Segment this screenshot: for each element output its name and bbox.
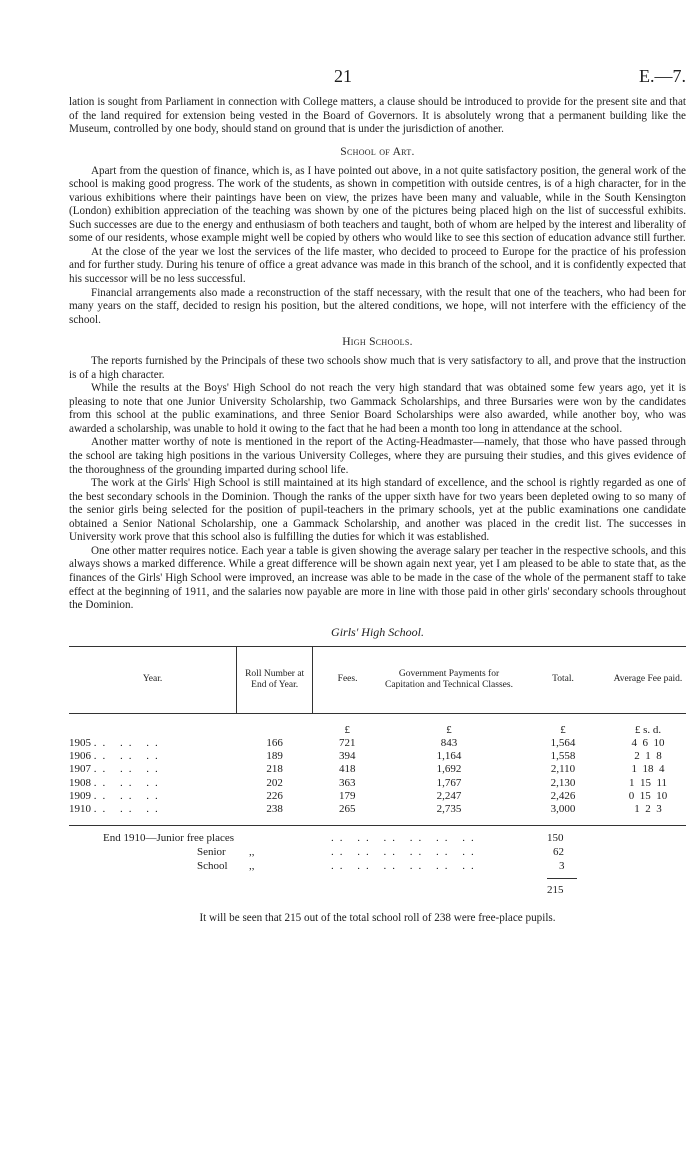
row-fees: 265 [339,803,356,816]
page-header [69,66,686,96]
row-total: 2,110 [550,763,576,776]
row-avg: 2 1 8 [634,750,662,763]
unit-avg [610,713,686,737]
row-total: 2,130 [550,776,576,789]
high-school-paragraph: While the results at the Boys' High School do not reach the very high standard that was obtained some few years ago, yet it is pleasing to note that one Junior University Scholarship, two Gammack Scholarships, and three Bursaries were won by the candidates from this school at the public examinations, and three Senior Board Scholarships were also awarded, while another boy, who was awarded a scholarship, was unable to hold it owing to the fact that he had been a month too long in attendance at the school. [69,382,686,435]
row-total: 1,564 [550,736,576,749]
document-code: E.—7. [639,66,686,86]
header-roll: Roll Number at End of Year. [237,646,313,713]
sum-rule [547,878,577,879]
table-row: 1909 .. .. .. 226 179 2,247 2,426 0 15 10 [69,790,686,803]
row-avg: 1 18 4 [631,763,665,776]
row-total: 2,426 [550,790,576,803]
row-govt: 1,692 [436,763,462,776]
row-avg: 4 6 10 [631,736,665,749]
high-school-paragraph: Another matter worthy of note is mentioned in the report of the Acting-Headmaster—namely, that those who have passed through the school are taking high positions in the various University Colleges, where they are pursuing their studies, and this gives evidence of the thoroughness of the grounding imparted during school life. [69,436,686,476]
section-heading-high-schools: High Schools. [342,336,413,349]
intro-paragraph: lation is sought from Parliament in connection with College matters, a clause should be introduced to provide for the present site and that of the land required for extension being vested in the Board of Governors. It is absolutely wrong that a permanent building like the Museum, controlled by one body, should stand on ground that is under the jurisdiction of another. [69,96,686,136]
table-row: 1910 .. .. .. 238 265 2,735 3,000 1 2 3 [69,803,686,816]
free-places-senior-label: Senior [197,845,226,858]
row-year: 1905 [69,736,91,749]
units-row [69,713,686,737]
row-total: 3,000 [550,803,576,816]
table-row: 1905 .. .. .. 166 721 843 1,564 4 6 10 [69,737,686,750]
row-avg: 0 15 10 [628,790,668,803]
table-caption: Girls' High School. [331,624,424,639]
table-row: 1906 .. .. .. 189 394 1,164 1,558 2 1 8 [69,750,686,763]
leader-dots: .. .. .. .. .. .. [331,845,480,858]
row-year: 1908 [69,776,91,789]
row-roll: 166 [266,736,283,749]
high-school-paragraph: The reports furnished by the Principals of these two schools show much that is very satisfactory to all, and prove that the instruction is of a high character. [69,355,686,381]
art-paragraph: Apart from the question of finance, which is, as I have pointed out above, in a not quite satisfactory position, the general work of the school is making good progress. The work of the students, as shown in competition with outside centres, is of a high character, for in the various exhibitions where their paintings have been on view, the prizes have been many and valuable, while in the South Kensington (London) exhibition appreciation of the teaching was shown by one of the pictures being placed high on the list of successful exhibits. Such successes are due to the energy and enthusiasm of both teachers and taught, both of whom are helped by the interest and liberality of some of our residents, whose example might well be copied by others who would like to see this section of education advance still further. [69,164,686,245]
row-fees: 179 [339,790,356,803]
row-govt: 843 [440,736,458,749]
free-places-school-value: 3 [559,859,565,872]
row-year: 1909 [69,790,91,803]
ditto-mark: ,, [249,845,255,858]
table-header-row [69,646,686,713]
ditto-mark: ,, [249,859,255,872]
free-places-title: End 1910—Junior free places [103,831,235,844]
unit-fees: £ [344,723,351,736]
row-year: 1910 [69,803,91,816]
leader-dots: .. .. .. .. .. .. [331,859,480,872]
row-avg: 1 15 11 [628,776,668,789]
high-school-paragraph: The work at the Girls' High School is still maintained at its high standard of excellence, and the school is rightly regarded as one of the best secondary schools in the Dominion. Though the ranks of the upper sixth have for two years been depleted owing to so many of the senior girls being selected for the position of pupil-teachers in the primary schools, yet at the public examinations one candidate obtained a Senior National Scholarship, one a Gammack Scholarship, and another was placed in the credit list. The successes in University work prove that this school also is fulfilling the duties for which it was established. [69,477,686,544]
row-avg: 1 2 3 [634,803,662,816]
page-number: 21 [334,66,352,86]
row-govt: 1,767 [436,776,462,789]
row-roll: 202 [266,776,283,789]
section-heading-school-of-art: School of Art. [340,145,415,158]
row-roll: 226 [266,790,283,803]
row-roll: 189 [266,750,283,763]
free-places-summary [69,826,686,902]
header-fees: Fees. [313,646,382,713]
row-fees: 363 [339,776,356,789]
free-places-junior-value: 150 [547,831,564,844]
footer-note: It will be seen that 215 out of the total school roll of 238 were free-place pupils. [199,911,556,924]
row-fees: 418 [339,763,356,776]
row-fees: 394 [339,750,356,763]
row-govt: 2,735 [436,803,462,816]
row-roll: 218 [266,763,283,776]
leader-dots: .. .. .. .. .. .. [331,831,480,844]
header-govt: Government Payments for Capitation and Technical Classes. [382,646,516,713]
row-total: 1,558 [550,750,576,763]
unit-pound: £ [634,723,641,736]
art-paragraph: Financial arrangements also made a reconstruction of the staff necessary, with the result that one of the teachers, who had been for many years on the staff, decided to resign his position, but the altered conditions, we hope, will not interfere with the efficiency of the school. [69,286,686,326]
table-row: 1907 .. .. .. 218 418 1,692 2,110 1 18 4 [69,763,686,776]
table-row: 1908 .. .. .. 202 363 1,767 2,130 1 15 11 [69,777,686,790]
unit-pence: d. [652,723,662,736]
unit-total: £ [560,723,566,736]
unit-govt: £ [446,723,452,736]
free-places-school-label: School [197,859,228,872]
free-places-total: 215 [547,883,564,896]
document-page [69,66,686,925]
header-year: Year. [69,646,237,713]
row-govt: 1,164 [436,750,462,763]
header-total: Total. [516,646,610,713]
art-paragraph: At the close of the year we lost the services of the life master, who decided to proceed to Europe for the practice of his profession and for further study. During his tenure of office a great advance was made in this branch of the school, and it is confidently expected that his successor will be no less successful. [69,245,686,286]
free-places-senior-value: 62 [553,845,564,858]
row-govt: 2,247 [436,790,462,803]
row-year: 1906 [69,750,91,763]
row-fees: 721 [339,736,356,749]
row-roll: 238 [266,803,283,816]
girls-high-school-table [69,646,686,817]
high-school-paragraph: One other matter requires notice. Each year a table is given showing the average salary per teacher in the respective schools, and this always shows a marked difference. While a great difference will be shown again next year, yet I am pleased to be able to state that, as the finances of the Girls' High School were improved, an increase was able to be made in the case of the whole of the permanent staff to take effect at the beginning of 1911, and the salaries now payable are more in line with those paid in other girls' secondary schools throughout the Dominion. [69,544,686,612]
row-year: 1907 [69,763,91,776]
header-avg: Average Fee paid. [610,646,686,713]
unit-shilling: s. [643,723,651,736]
